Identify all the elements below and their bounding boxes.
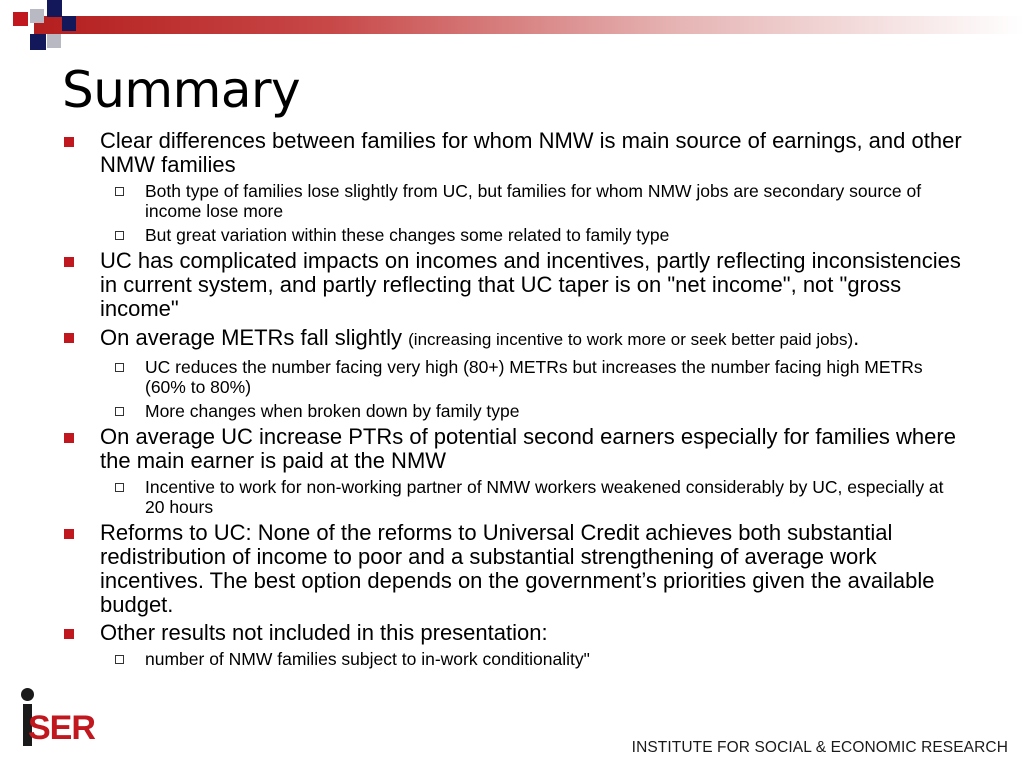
header-square-red <box>13 12 28 26</box>
bullet-text: Other results not included in this presentation: <box>100 620 548 645</box>
sub-bullet-item <box>62 181 962 221</box>
bullet-square-icon <box>64 333 74 343</box>
bullet-item <box>62 129 962 177</box>
header-square-gray <box>47 34 61 48</box>
bullet-square-icon <box>64 137 74 147</box>
bullet-list <box>62 129 962 673</box>
header-square-navy <box>62 16 76 31</box>
bullet-item <box>62 249 962 321</box>
iser-logo <box>14 688 104 750</box>
header-square-navy <box>30 34 46 50</box>
bullet-text: UC has complicated impacts on incomes and incentives, partly reflecting inconsistencies in current system, and partly reflecting that UC taper is on "net income", not "gross income" <box>100 248 961 321</box>
header-square-gray <box>30 9 44 23</box>
sub-bullet-text: Both type of families lose slightly from UC, but families for whom NMW jobs are secondary source of income lose more <box>145 181 922 221</box>
sub-bullet-text: Incentive to work for non-working partner of NMW workers weakened considerably by UC, especially at 20 hours <box>145 477 944 517</box>
bullet-text: Reforms to UC: None of the reforms to Universal Credit achieves both substantial redistribution of income to poor and a substantial strengthening of average work incentives. The best option depends on the government’s priorities given the available budget. <box>100 520 935 617</box>
hollow-square-icon <box>115 655 124 664</box>
sub-bullet-text: More changes when broken down by family type <box>145 401 520 421</box>
sub-bullet-item <box>62 357 962 397</box>
hollow-square-icon <box>115 231 124 240</box>
institute-name: INSTITUTE FOR SOCIAL & ECONOMIC RESEARCH <box>631 739 1008 756</box>
hollow-square-icon <box>115 407 124 416</box>
bullet-tail: . <box>853 325 860 350</box>
sub-bullet-item <box>62 477 962 517</box>
sub-bullet-item <box>62 401 962 421</box>
header-gradient-bar <box>34 16 1024 34</box>
hollow-square-icon <box>115 187 124 196</box>
logo-text: SER <box>28 709 95 747</box>
sub-bullet-item <box>62 225 962 245</box>
bullet-item <box>62 621 962 645</box>
sub-bullet-text: UC reduces the number facing very high (80+) METRs but increases the number facing high METRs (60% to 80%) <box>145 357 923 397</box>
hollow-square-icon <box>115 483 124 492</box>
bullet-item <box>62 325 962 353</box>
bullet-square-icon <box>64 433 74 443</box>
bullet-item <box>62 521 962 617</box>
sub-bullet-text: number of NMW families subject to in-work conditionality" <box>145 649 590 669</box>
sub-bullet-item <box>62 649 962 669</box>
hollow-square-icon <box>115 363 124 372</box>
header-square-navy <box>47 0 62 17</box>
bullet-square-icon <box>64 529 74 539</box>
bullet-text: On average UC increase PTRs of potential second earners especially for families where the main earner is paid at the NMW <box>100 424 956 473</box>
bullet-text: On average METRs fall slightly <box>100 325 402 350</box>
bullet-square-icon <box>64 629 74 639</box>
bullet-text: Clear differences between families for whom NMW is main source of earnings, and other NMW families <box>100 128 962 177</box>
bullet-item <box>62 425 962 473</box>
logo-dot-icon <box>21 688 34 701</box>
bullet-note: (increasing incentive to work more or seek better paid jobs) <box>408 330 854 349</box>
sub-bullet-text: But great variation within these changes some related to family type <box>145 225 670 245</box>
bullet-square-icon <box>64 257 74 267</box>
slide-title: Summary <box>62 61 301 119</box>
